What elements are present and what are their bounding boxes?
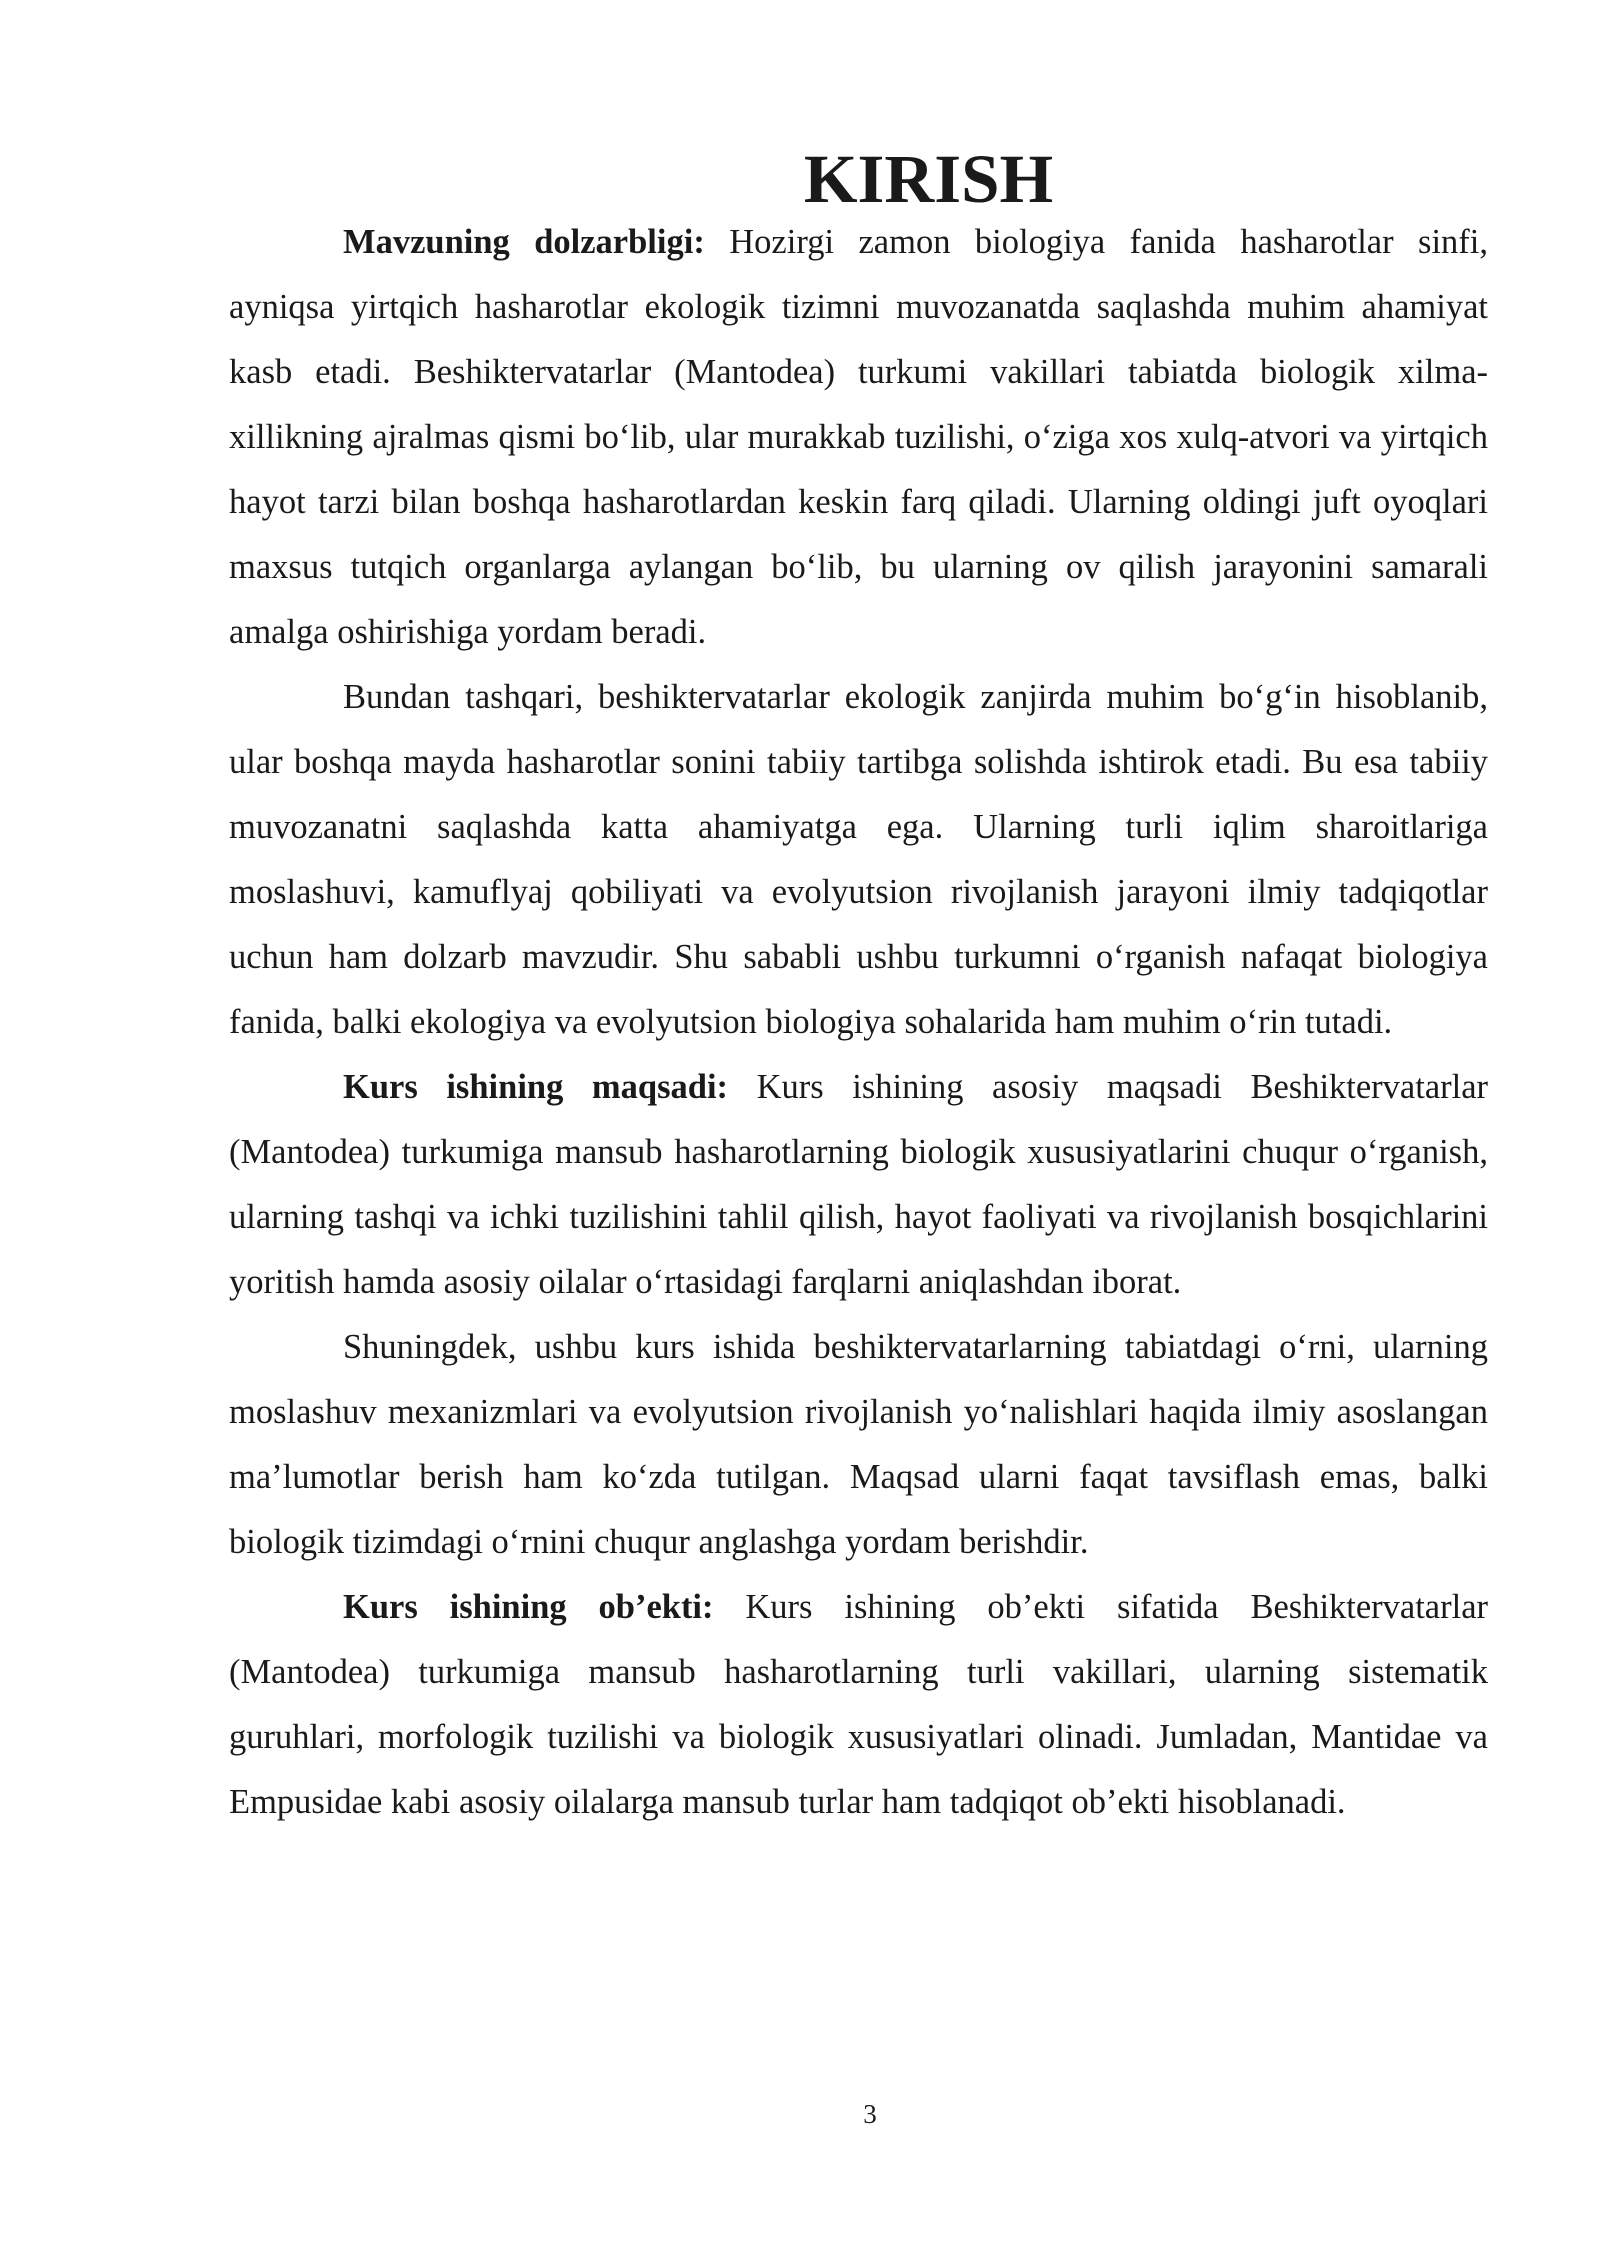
paragraph-text: Shuningdek, ushbu kurs ishida beshiktervatarlarning tabiatdagi o‘rni, ularning moslashuv mexanizmlari va evolyutsion rivojlanish yo‘nalishlari haqida ilmiy asoslangan ma’lumotlar berish ham ko‘zda tutilgan. Maqsad ularni faqat tavsiflash emas, balki biologik tizimdagi o‘rnini chuqur anglashga yordam berishdir. <box>229 1328 1488 1561</box>
paragraph-lead: Kurs ishining ob’ekti: <box>343 1588 714 1626</box>
paragraph-text: Kurs ishining ob’ekti sifatida Beshiktervatarlar (Mantodea) turkumiga mansub hasharotlarning turli vakillari, ularning sistematik guruhlari, morfologik tuzilishi va biologik xususiyatlari olinadi. Jumladan, Mantidae va Empusidae kabi asosiy oilalarga mansub turlar ham tadqiqot ob’ekti hisoblanadi. <box>229 1588 1489 1821</box>
paragraph-goal-continued <box>229 1315 1488 1575</box>
paragraph-object <box>229 1575 1488 1835</box>
paragraph-goal <box>229 1055 1488 1315</box>
page-number: 3 <box>863 2099 877 2129</box>
section-heading: KIRISH <box>803 141 1054 217</box>
document-page <box>229 141 1489 1835</box>
paragraph-lead: Kurs ishining maqsadi: <box>343 1068 729 1106</box>
paragraph-text: Hozirgi zamon biologiya fanida hasharotlar sinfi, ayniqsa yirtqich hasharotlar ekologik tizimni muvozanatda saqlashda muhim ahamiyat kasb etadi. Beshiktervatarlar (Mantodea) turkumi vakillari tabiatda biologik xilma-xillikning ajralmas qismi bo‘lib, ular murakkab tuzilishi, o‘ziga xos xulq-atvori va yirtqich hayot tarzi bilan boshqa hasharotlardan keskin farq qiladi. Ularning oldingi juft oyoqlari maxsus tutqich organlarga aylangan bo‘lib, bu ularning ov qilish jarayonini samarali amalga oshirishiga yordam beradi. <box>229 223 1488 651</box>
paragraph-relevance-continued <box>229 665 1488 1055</box>
paragraph-text: Kurs ishining asosiy maqsadi Beshiktervatarlar (Mantodea) turkumiga mansub hasharotlarning biologik xususiyatlarini chuqur o‘rganish, ularning tashqi va ichki tuzilishini tahlil qilish, hayot faoliyati va rivojlanish bosqichlarini yoritish hamda asosiy oilalar o‘rtasidagi farqlarni aniqlashdan iborat. <box>229 1068 1489 1301</box>
paragraph-lead: Mavzuning dolzarbligi: <box>343 223 705 261</box>
paragraph-relevance <box>229 210 1488 665</box>
paragraph-text: Bundan tashqari, beshiktervatarlar ekologik zanjirda muhim bo‘g‘in hisoblanib, ular boshqa mayda hasharotlar sonini tabiiy tartibga solishda ishtirok etadi. Bu esa tabiiy muvozanatni saqlashda katta ahamiyatga ega. Ularning turli iqlim sharoitlariga moslashuvi, kamuflyaj qobiliyati va evolyutsion rivojlanish jarayoni ilmiy tadqiqotlar uchun ham dolzarb mavzudir. Shu sababli ushbu turkumni o‘rganish nafaqat biologiya fanida, balki ekologiya va evolyutsion biologiya sohalarida ham muhim o‘rin tutadi. <box>229 678 1488 1041</box>
